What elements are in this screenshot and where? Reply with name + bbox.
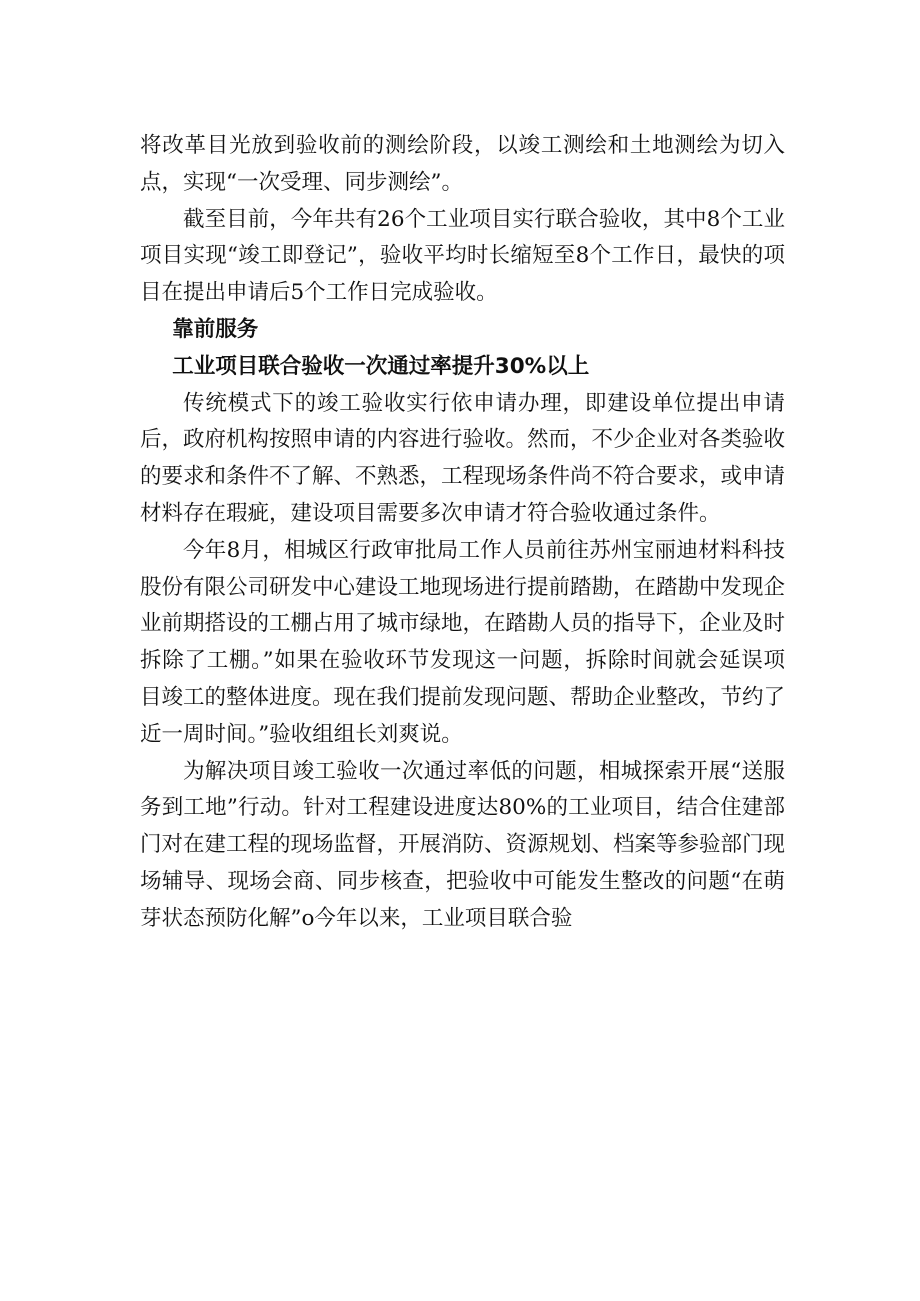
paragraph-5: 为解决项目竣工验收一次通过率低的问题，相城探索开展“送服务到工地”行动。针对工程建设进度达80%的工业项目，结合住建部门对在建工程的现场监督，开展消防、资源规划、档案等参验部门现场辅导、现场会商、同步核查，把验收中可能发生整改的问题“在萌芽状态预防化解”o今年以来，工业项目联合验 bbox=[140, 758, 786, 931]
document-body bbox=[140, 128, 785, 938]
section-heading: 靠前服务 bbox=[172, 316, 259, 342]
paragraph-4: 今年8月，相城区行政审批局工作人员前往苏州宝丽迪材料科技股份有限公司研发中心建设工地现场进行提前踏勘，在踏勘中发现企业前期搭设的工棚占用了城市绿地，在踏勘人员的指导下，企业及时拆除了工棚。”如果在验收环节发现这一问题，拆除时间就会延误项目竣工的整体进度。现在我们提前发现问题、帮助企业整改，节约了近一周时间。”验收组组长刘爽说。 bbox=[140, 537, 786, 747]
section-subheading: 工业项目联合验收一次通过率提升30%以上 bbox=[172, 353, 590, 379]
paragraph-1: 将改革目光放到验收前的测绘阶段，以竣工测绘和土地测绘为切入点，实现“一次受理、同步测绘”。 bbox=[140, 133, 785, 195]
paragraph-3: 传统模式下的竣工验收实行依申请办理，即建设单位提出申请后，政府机构按照申请的内容进行验收。然而，不少企业对各类验收的要求和条件不了解、不熟悉，工程现场条件尚不符合要求，或申请材料存在瑕疵，建设项目需要多次申请才符合验收通过条件。 bbox=[140, 390, 786, 526]
paragraph-2: 截至目前，今年共有26个工业项目实行联合验收，其中8个工业项目实现“竣工即登记”，验收平均时长缩短至8个工作日，最快的项目在提出申请后5个工作日完成验收。 bbox=[140, 206, 785, 306]
